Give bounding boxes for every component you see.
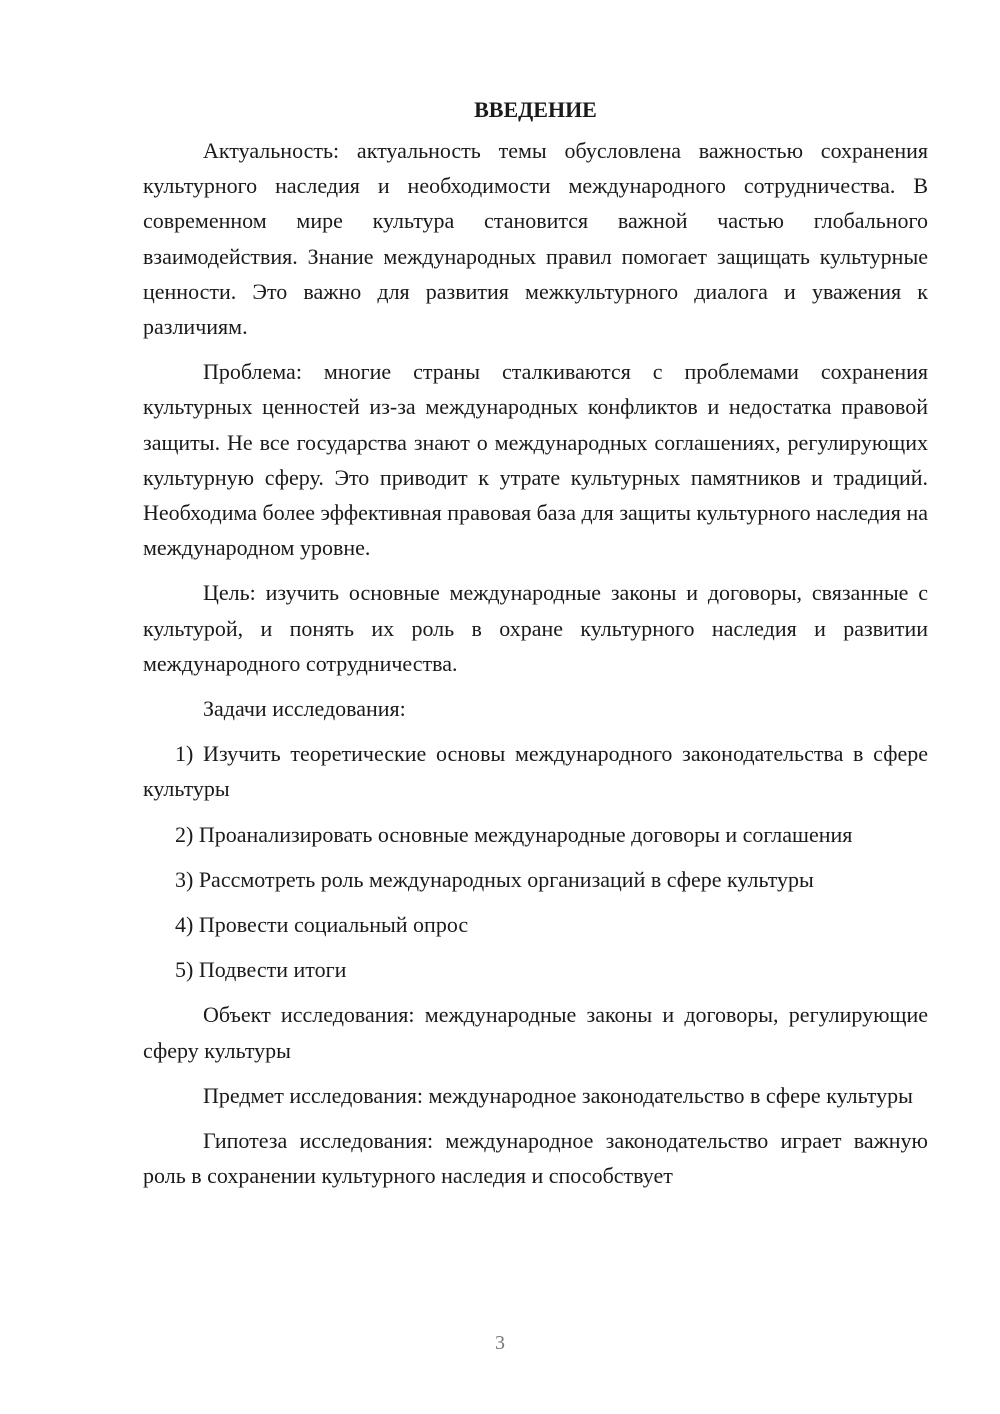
page-number: 3 — [495, 1332, 505, 1354]
paragraph-problem: Проблема: многие страны сталкиваются с проблемами сохранения культурных ценностей из-за международных конфликтов и недостатка правовой защиты. Не все государства знают о международных соглашениях, регулирующих культурную сферу. Это приводит к утрате культурных памятников и традиций. Необходима более эффективная правовая база для защиты культурного наследия на международном уровне. — [143, 359, 928, 561]
section-title: ВВЕДЕНИЕ — [474, 97, 597, 122]
task-item-2: 2) Проанализировать основные международные договоры и соглашения — [175, 821, 853, 847]
task-item-4: 4) Провести социальный опрос — [175, 912, 469, 938]
paragraph-hypothesis: Гипотеза исследования: международное законодательство играет важную роль в сохранении культурного наследия и способствует — [143, 1128, 928, 1189]
task-item-5: 5) Подвести итоги — [175, 957, 347, 983]
paragraph-relevance: Актуальность: актуальность темы обусловлена важностью сохранения культурного наследия и необходимости международного сотрудничества. В современном мире культура становится важной частью глобального взаимодействия. Знание международных правил помогает защищать культурные ценности. Это важно для развития межкультурного диалога и уважения к различиям. — [143, 138, 928, 340]
paragraph-object: Объект исследования: международные законы и договоры, регулирующие сферу культуры — [143, 1002, 928, 1063]
paragraph-goal: Цель: изучить основные международные законы и договоры, связанные с культурой, и понять их роль в охране культурного наследия и развитии международного сотрудничества. — [143, 580, 928, 676]
task-item-3: 3) Рассмотреть роль международных организаций в сфере культуры — [175, 866, 814, 892]
paragraph-tasks-heading: Задачи исследования: — [203, 696, 406, 722]
document-page — [143, 92, 928, 1203]
task-item-1: 1) Изучить теоретические основы международного законодательства в сфере культуры — [143, 741, 928, 802]
paragraph-subject: Предмет исследования: международное законодательство в сфере культуры — [203, 1082, 913, 1108]
